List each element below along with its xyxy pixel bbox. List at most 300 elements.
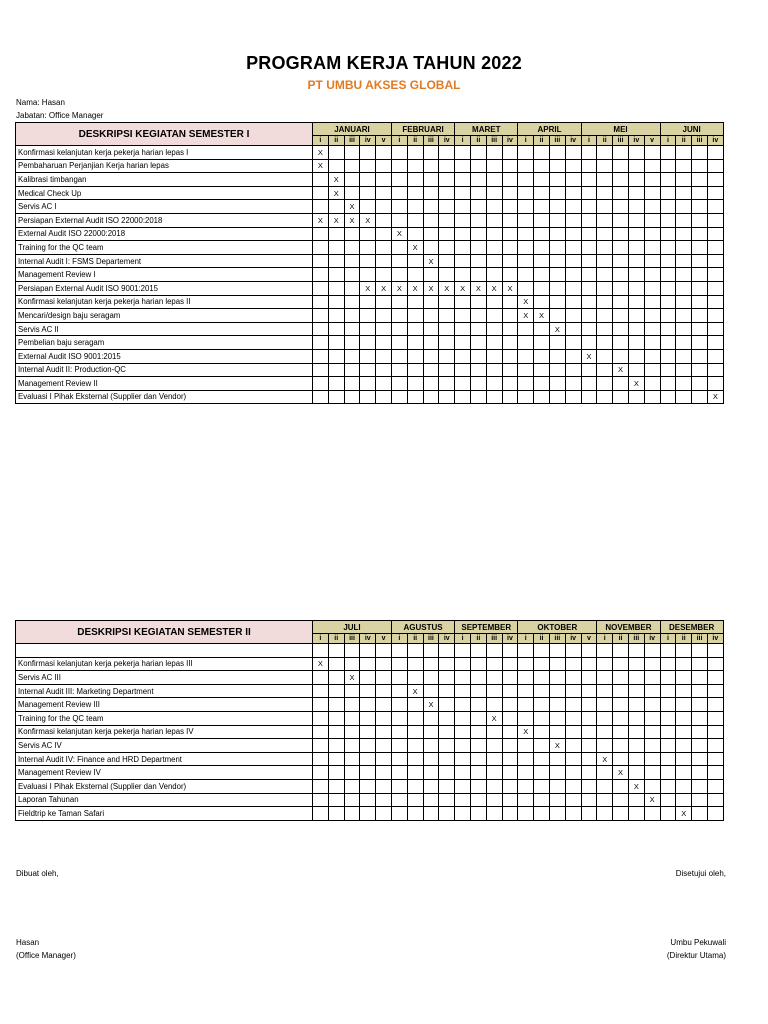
schedule-cell <box>313 254 329 268</box>
schedule-cell <box>628 336 644 350</box>
schedule-cell <box>344 725 360 739</box>
schedule-cell <box>407 295 423 309</box>
schedule-cell <box>470 146 486 160</box>
schedule-cell <box>549 363 565 377</box>
schedule-cell <box>486 295 502 309</box>
schedule-cell <box>376 186 392 200</box>
schedule-cell <box>455 739 471 753</box>
schedule-cell <box>455 657 471 671</box>
schedule-cell <box>628 322 644 336</box>
schedule-cell <box>628 752 644 766</box>
schedule-cell <box>613 295 629 309</box>
schedule-cell <box>628 807 644 821</box>
schedule-mark: X <box>407 684 423 698</box>
schedule-cell <box>644 322 660 336</box>
schedule-cell <box>613 725 629 739</box>
schedule-mark: X <box>676 807 692 821</box>
schedule-cell <box>628 739 644 753</box>
schedule-cell <box>581 711 597 725</box>
month-header: NOVEMBER <box>597 621 660 634</box>
schedule-cell <box>660 241 676 255</box>
task-row <box>16 725 724 739</box>
schedule-cell <box>692 186 708 200</box>
task-label: Internal Audit I: FSMS Departement <box>16 254 313 268</box>
schedule-cell <box>518 698 534 712</box>
schedule-cell <box>360 793 376 807</box>
schedule-cell <box>518 227 534 241</box>
schedule-cell <box>676 766 692 780</box>
schedule-cell <box>549 268 565 282</box>
schedule-cell <box>328 295 344 309</box>
schedule-cell <box>455 644 471 658</box>
schedule-cell <box>470 200 486 214</box>
schedule-cell <box>518 711 534 725</box>
schedule-cell <box>644 390 660 404</box>
week-header: ii <box>676 634 692 644</box>
schedule-mark: X <box>328 173 344 187</box>
schedule-cell <box>486 725 502 739</box>
schedule-cell <box>423 644 439 658</box>
schedule-cell <box>502 711 518 725</box>
schedule-cell <box>486 349 502 363</box>
schedule-mark: X <box>344 671 360 685</box>
schedule-cell <box>549 254 565 268</box>
week-header: iv <box>502 136 518 146</box>
schedule-cell <box>502 657 518 671</box>
schedule-cell <box>486 309 502 323</box>
schedule-cell <box>328 336 344 350</box>
task-row <box>16 146 724 160</box>
schedule-cell <box>344 173 360 187</box>
week-header: v <box>581 634 597 644</box>
week-header: ii <box>328 634 344 644</box>
schedule-cell <box>628 268 644 282</box>
schedule-cell <box>328 281 344 295</box>
schedule-cell <box>549 227 565 241</box>
schedule-cell <box>692 377 708 391</box>
schedule-cell <box>455 241 471 255</box>
task-label: Training for the QC team <box>16 241 313 255</box>
schedule-cell <box>376 779 392 793</box>
schedule-cell <box>470 644 486 658</box>
schedule-cell <box>660 349 676 363</box>
schedule-cell <box>328 159 344 173</box>
schedule-cell <box>676 363 692 377</box>
schedule-cell <box>597 766 613 780</box>
schedule-cell <box>313 268 329 282</box>
schedule-cell <box>439 227 455 241</box>
schedule-cell <box>439 779 455 793</box>
schedule-cell <box>407 363 423 377</box>
schedule-cell <box>581 159 597 173</box>
schedule-cell <box>376 309 392 323</box>
schedule-cell <box>328 739 344 753</box>
schedule-cell <box>391 349 407 363</box>
schedule-cell <box>534 268 550 282</box>
schedule-cell <box>613 322 629 336</box>
task-row <box>16 227 724 241</box>
schedule-cell <box>707 698 723 712</box>
schedule-cell <box>644 349 660 363</box>
schedule-cell <box>344 281 360 295</box>
task-label: Laporan Tahunan <box>16 793 313 807</box>
schedule-cell <box>644 146 660 160</box>
schedule-cell <box>313 779 329 793</box>
schedule-cell <box>328 309 344 323</box>
schedule-cell <box>534 336 550 350</box>
schedule-cell <box>676 213 692 227</box>
schedule-cell <box>660 807 676 821</box>
schedule-cell <box>439 644 455 658</box>
week-header: iii <box>344 634 360 644</box>
schedule-cell <box>692 363 708 377</box>
schedule-cell <box>549 657 565 671</box>
schedule-cell <box>455 146 471 160</box>
schedule-cell <box>423 779 439 793</box>
schedule-mark: X <box>502 281 518 295</box>
task-label: Mencari/design baju seragam <box>16 309 313 323</box>
schedule-cell <box>486 268 502 282</box>
schedule-cell <box>344 739 360 753</box>
task-row <box>16 241 724 255</box>
task-row <box>16 322 724 336</box>
schedule-cell <box>423 200 439 214</box>
schedule-cell <box>518 336 534 350</box>
schedule-cell <box>692 281 708 295</box>
schedule-cell <box>581 644 597 658</box>
schedule-cell <box>455 377 471 391</box>
schedule-cell <box>660 200 676 214</box>
task-label: Konfirmasi kelanjutan kerja pekerja harian lepas III <box>16 657 313 671</box>
schedule-cell <box>376 173 392 187</box>
schedule-cell <box>502 377 518 391</box>
schedule-cell <box>676 295 692 309</box>
schedule-cell <box>423 657 439 671</box>
schedule-cell <box>486 390 502 404</box>
schedule-cell <box>328 349 344 363</box>
task-row <box>16 390 724 404</box>
schedule-cell <box>644 766 660 780</box>
schedule-cell <box>470 807 486 821</box>
schedule-cell <box>597 146 613 160</box>
schedule-cell <box>502 807 518 821</box>
schedule-cell <box>581 227 597 241</box>
schedule-cell <box>455 186 471 200</box>
schedule-cell <box>376 711 392 725</box>
schedule-cell <box>407 159 423 173</box>
schedule-cell <box>549 807 565 821</box>
schedule-cell <box>597 363 613 377</box>
schedule-cell <box>391 725 407 739</box>
schedule-cell <box>439 268 455 282</box>
schedule-cell <box>581 254 597 268</box>
schedule-cell <box>328 390 344 404</box>
schedule-cell <box>692 711 708 725</box>
week-header: i <box>581 136 597 146</box>
schedule-cell <box>581 173 597 187</box>
schedule-cell <box>360 363 376 377</box>
schedule-cell <box>676 698 692 712</box>
schedule-cell <box>534 349 550 363</box>
schedule-cell <box>423 807 439 821</box>
task-label: Servis AC IV <box>16 739 313 753</box>
schedule-mark: X <box>423 698 439 712</box>
schedule-cell <box>502 213 518 227</box>
schedule-cell <box>676 186 692 200</box>
schedule-cell <box>660 295 676 309</box>
task-row <box>16 173 724 187</box>
schedule-cell <box>534 241 550 255</box>
schedule-cell <box>518 281 534 295</box>
task-label: Konfirmasi kelanjutan kerja pekerja harian lepas I <box>16 146 313 160</box>
schedule-cell <box>313 363 329 377</box>
task-row <box>16 752 724 766</box>
schedule-cell <box>565 227 581 241</box>
schedule-cell <box>344 254 360 268</box>
schedule-cell <box>581 684 597 698</box>
schedule-cell <box>660 173 676 187</box>
schedule-cell <box>660 336 676 350</box>
schedule-cell <box>486 793 502 807</box>
schedule-cell <box>707 711 723 725</box>
schedule-cell <box>518 254 534 268</box>
schedule-cell <box>692 807 708 821</box>
schedule-cell <box>565 698 581 712</box>
schedule-cell <box>486 657 502 671</box>
schedule-cell <box>628 725 644 739</box>
schedule-cell <box>344 146 360 160</box>
schedule-cell <box>391 390 407 404</box>
schedule-cell <box>676 254 692 268</box>
schedule-cell <box>407 349 423 363</box>
task-label: Medical Check Up <box>16 186 313 200</box>
task-label: Pembaharuan Perjanjian Kerja harian lepas <box>16 159 313 173</box>
schedule-cell <box>360 725 376 739</box>
schedule-cell <box>597 390 613 404</box>
schedule-cell <box>360 173 376 187</box>
schedule-mark: X <box>518 309 534 323</box>
schedule-cell <box>676 227 692 241</box>
task-label: Internal Audit III: Marketing Department <box>16 684 313 698</box>
task-row <box>16 377 724 391</box>
schedule-cell <box>455 159 471 173</box>
schedule-cell <box>565 377 581 391</box>
week-header: v <box>376 136 392 146</box>
schedule-cell <box>628 309 644 323</box>
schedule-cell <box>391 295 407 309</box>
schedule-cell <box>470 349 486 363</box>
schedule-cell <box>565 779 581 793</box>
schedule-cell <box>407 377 423 391</box>
week-header: iii <box>549 136 565 146</box>
schedule-cell <box>455 336 471 350</box>
schedule-cell <box>707 241 723 255</box>
schedule-cell <box>502 268 518 282</box>
task-label: Konfirmasi kelanjutan kerja pekerja harian lepas II <box>16 295 313 309</box>
schedule-cell <box>328 644 344 658</box>
schedule-cell <box>613 377 629 391</box>
schedule-cell <box>439 711 455 725</box>
schedule-mark: X <box>391 227 407 241</box>
month-header: JUNI <box>660 123 723 136</box>
maker-role: (Office Manager) <box>16 951 76 960</box>
week-header: ii <box>407 136 423 146</box>
schedule-cell <box>707 200 723 214</box>
schedule-cell <box>518 213 534 227</box>
schedule-cell <box>613 173 629 187</box>
schedule-cell <box>597 349 613 363</box>
schedule-cell <box>313 698 329 712</box>
schedule-cell <box>565 173 581 187</box>
schedule-mark: X <box>518 295 534 309</box>
schedule-cell <box>502 336 518 350</box>
week-header: iii <box>423 136 439 146</box>
schedule-cell <box>486 684 502 698</box>
schedule-cell <box>407 146 423 160</box>
schedule-cell <box>660 725 676 739</box>
schedule-cell <box>391 186 407 200</box>
schedule-cell <box>549 684 565 698</box>
schedule-cell <box>313 349 329 363</box>
schedule-cell <box>423 377 439 391</box>
schedule-cell <box>439 390 455 404</box>
schedule-cell <box>549 173 565 187</box>
week-header: iii <box>344 136 360 146</box>
schedule-cell <box>439 213 455 227</box>
schedule-cell <box>439 349 455 363</box>
schedule-cell <box>470 779 486 793</box>
schedule-cell <box>613 146 629 160</box>
schedule-cell <box>328 711 344 725</box>
week-header: iv <box>644 634 660 644</box>
schedule-cell <box>676 200 692 214</box>
schedule-cell <box>692 390 708 404</box>
schedule-cell <box>455 349 471 363</box>
schedule-cell <box>518 363 534 377</box>
schedule-cell <box>391 146 407 160</box>
schedule-cell <box>707 739 723 753</box>
schedule-cell <box>470 793 486 807</box>
schedule-cell <box>676 281 692 295</box>
schedule-cell <box>644 363 660 377</box>
schedule-cell <box>439 200 455 214</box>
schedule-cell <box>692 241 708 255</box>
schedule-cell <box>439 336 455 350</box>
schedule-cell <box>455 725 471 739</box>
schedule-mark: X <box>391 281 407 295</box>
schedule-cell <box>597 377 613 391</box>
schedule-cell <box>660 213 676 227</box>
schedule-cell <box>486 644 502 658</box>
schedule-cell <box>391 309 407 323</box>
week-header: i <box>391 634 407 644</box>
schedule-cell <box>628 766 644 780</box>
schedule-cell <box>660 159 676 173</box>
schedule-cell <box>707 644 723 658</box>
schedule-cell <box>313 807 329 821</box>
schedule-cell <box>439 793 455 807</box>
schedule-mark: X <box>423 254 439 268</box>
task-label: Management Review IV <box>16 766 313 780</box>
schedule-cell <box>534 752 550 766</box>
schedule-cell <box>470 322 486 336</box>
schedule-cell <box>613 711 629 725</box>
schedule-cell <box>707 309 723 323</box>
schedule-cell <box>534 390 550 404</box>
schedule-cell <box>707 377 723 391</box>
schedule-mark: X <box>549 322 565 336</box>
schedule-cell <box>534 295 550 309</box>
schedule-cell <box>502 349 518 363</box>
task-label: Evaluasi I Pihak Eksternal (Supplier dan Vendor) <box>16 779 313 793</box>
schedule-cell <box>549 200 565 214</box>
schedule-cell <box>534 698 550 712</box>
schedule-cell <box>502 390 518 404</box>
schedule-cell <box>660 657 676 671</box>
schedule-cell <box>660 739 676 753</box>
schedule-cell <box>502 752 518 766</box>
schedule-cell <box>470 241 486 255</box>
schedule-mark: X <box>707 390 723 404</box>
schedule-cell <box>707 779 723 793</box>
task-label: Servis AC III <box>16 671 313 685</box>
schedule-cell <box>360 159 376 173</box>
schedule-cell <box>470 698 486 712</box>
schedule-cell <box>549 309 565 323</box>
schedule-cell <box>391 711 407 725</box>
schedule-cell <box>360 644 376 658</box>
approved-by-label: Disetujui oleh, <box>675 869 726 878</box>
semester-2-schedule-table <box>15 620 724 821</box>
schedule-cell <box>676 657 692 671</box>
task-label: Management Review III <box>16 698 313 712</box>
schedule-cell <box>644 336 660 350</box>
schedule-cell <box>613 698 629 712</box>
schedule-cell <box>628 711 644 725</box>
week-header: ii <box>470 634 486 644</box>
schedule-cell <box>692 644 708 658</box>
schedule-cell <box>565 807 581 821</box>
schedule-cell <box>707 254 723 268</box>
company-name: PT UMBU AKSES GLOBAL <box>307 78 461 92</box>
schedule-cell <box>597 322 613 336</box>
schedule-cell <box>439 684 455 698</box>
week-header: i <box>518 634 534 644</box>
schedule-cell <box>534 281 550 295</box>
schedule-cell <box>391 173 407 187</box>
schedule-cell <box>707 752 723 766</box>
semester-1-schedule-table <box>15 122 724 404</box>
schedule-cell <box>534 254 550 268</box>
schedule-cell <box>565 725 581 739</box>
schedule-cell <box>581 241 597 255</box>
schedule-cell <box>470 766 486 780</box>
schedule-cell <box>628 159 644 173</box>
schedule-cell <box>391 657 407 671</box>
schedule-cell <box>644 295 660 309</box>
task-row <box>16 766 724 780</box>
schedule-cell <box>391 684 407 698</box>
schedule-cell <box>439 739 455 753</box>
schedule-cell <box>644 779 660 793</box>
schedule-cell <box>644 268 660 282</box>
schedule-cell <box>644 241 660 255</box>
schedule-cell <box>660 268 676 282</box>
week-header: iv <box>360 634 376 644</box>
schedule-cell <box>470 295 486 309</box>
schedule-cell <box>344 657 360 671</box>
schedule-cell <box>644 254 660 268</box>
